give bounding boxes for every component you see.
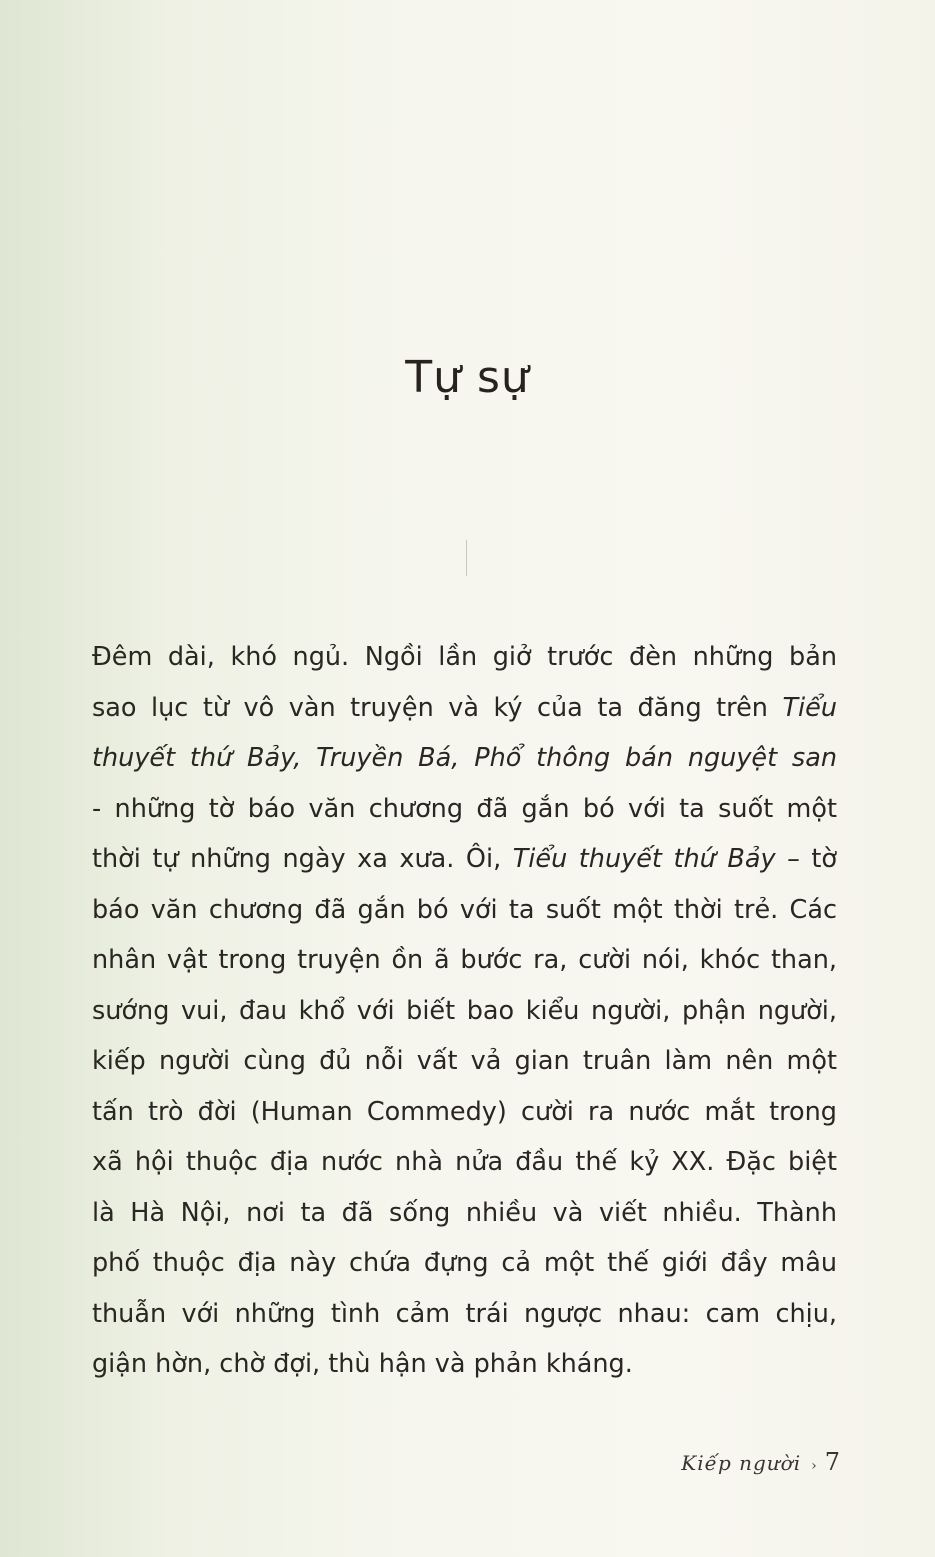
text-line: sướng vui, đau khổ với biết bao kiểu người, phận người, bbox=[92, 995, 837, 1026]
text-line: tấn trò đời (Human Commedy) cười ra nước mắt trong bbox=[92, 1096, 837, 1127]
text-line bbox=[92, 834, 837, 885]
running-footer bbox=[681, 1448, 840, 1476]
text-line: xã hội thuộc địa nước nhà nửa đầu thế kỷ XX. Đặc biệt bbox=[92, 1147, 837, 1177]
text-segment: – tờ bbox=[775, 844, 838, 874]
text-line: là Hà Nội, nơi ta đã sống nhiều và viết nhiều. Thành bbox=[92, 1197, 837, 1228]
text-line: báo văn chương đã gắn bó với ta suốt một thời trẻ. Các bbox=[92, 894, 837, 925]
book-title: Kiếp người bbox=[681, 1451, 802, 1475]
page-number: 7 bbox=[824, 1448, 840, 1476]
chapter-title: Tự sự bbox=[405, 352, 530, 403]
text-line: kiếp người cùng đủ nỗi vất vả gian truân làm nên một bbox=[92, 1046, 837, 1076]
text-line bbox=[92, 733, 837, 784]
text-line: giận hờn, chờ đợi, thù hận và phản kháng. bbox=[92, 1349, 633, 1379]
text-segment: thời tự những ngày xa xưa. Ôi, bbox=[92, 844, 513, 874]
chevron-right-icon: › bbox=[811, 1458, 817, 1474]
text-line: Đêm dài, khó ngủ. Ngồi lần giở trước đèn những bản bbox=[92, 642, 837, 672]
title-divider bbox=[466, 540, 467, 576]
italic-title: Tiểu thuyết thứ Bảy bbox=[512, 844, 776, 874]
body-paragraph bbox=[92, 632, 837, 1390]
text-line: - những tờ báo văn chương đã gắn bó với ta suốt một bbox=[92, 793, 837, 824]
text-line: thuẫn với những tình cảm trái ngược nhau: cam chịu, bbox=[92, 1298, 837, 1329]
italic-title: Tiểu bbox=[782, 692, 837, 723]
text-line: phố thuộc địa này chứa đựng cả một thế giới đầy mâu bbox=[92, 1248, 837, 1278]
text-line bbox=[92, 683, 837, 734]
italic-title: thuyết thứ Bảy, Truyền Bá, Phổ thông bán nguyệt san bbox=[92, 743, 837, 773]
text-line: nhân vật trong truyện ồn ã bước ra, cười nói, khóc than, bbox=[92, 945, 837, 975]
text-segment: sao lục từ vô vàn truyện và ký của ta đăng trên bbox=[92, 692, 783, 723]
